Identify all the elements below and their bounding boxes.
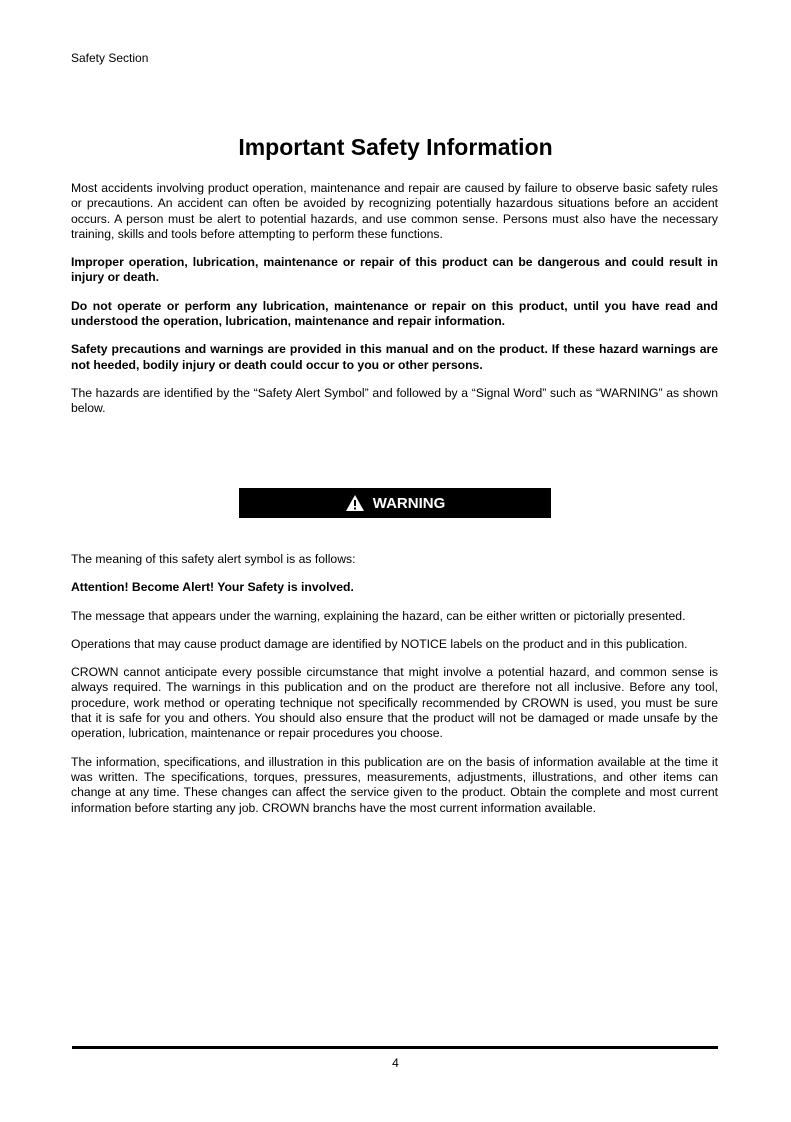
symbol-meaning-paragraph: The meaning of this safety alert symbol is as follows: [71, 552, 356, 566]
footer-divider [72, 1046, 718, 1049]
page-title: Important Safety Information [238, 134, 553, 160]
body-section [71, 552, 718, 829]
intro-paragraph: Most accidents involving product operation, maintenance and repair are caused by failure to observe basic safety rules or precautions. An accident can often be avoided by recognizing potentially hazardous situations before an accident occurs. A person must be alert to potential hazards, and use common sense. Persons must also have the necessary training, skills and tools before attempting to perform these functions. [71, 181, 718, 241]
crown-disclaimer-paragraph: CROWN cannot anticipate every possible circumstance that might involve a potential hazard, and common sense is always required. The warnings in this publication and on the product are therefore not all inclusive. Before any tool, procedure, work method or operating technique not specifically recommended by CROWN is used, you must be sure that it is safe for you and others. You should also ensure that the product will not be damaged or made unsafe by the operation, lubrication, maintenance or repair procedures you choose. [71, 665, 718, 741]
intro-section [71, 181, 718, 430]
hazards-identification-paragraph: The hazards are identified by the “Safety Alert Symbol” and followed by a “Signal Word” such as “WARNING” as shown below. [71, 385, 718, 416]
message-paragraph: The message that appears under the warning, explaining the hazard, can be either written or pictorially presented. [71, 608, 686, 623]
danger-statement: Improper operation, lubrication, maintenance or repair of this product can be dangerous and could result in injury or death. [71, 255, 718, 285]
warning-triangle-icon [345, 494, 365, 512]
read-manual-statement: Do not operate or perform any lubrication, maintenance or repair on this product, until you have read and understood the operation, lubrication, maintenance and repair information. [71, 298, 718, 329]
precautions-statement: Safety precautions and warnings are provided in this manual and on the product. If these hazard warnings are not heeded, bodily injury or death could occur to you or other persons. [71, 342, 718, 372]
notice-paragraph: Operations that may cause product damage are identified by NOTICE labels on the product and in this publication. [71, 636, 688, 651]
page-number: 4 [392, 1056, 399, 1070]
warning-text: WARNING [372, 494, 446, 512]
section-header: Safety Section [71, 51, 149, 65]
warning-label [239, 488, 551, 518]
information-paragraph: The information, specifications, and illustration in this publication are on the basis of information available at the time it was written. The specifications, torques, pressures, measurements, adjustments, illustrations, and other items can change at any time. These changes can affect the service given to the product. Obtain the complete and most current information before starting any job. CROWN branchs have the most current information available. [71, 754, 718, 815]
attention-statement: Attention! Become Alert! Your Safety is involved. [71, 580, 354, 595]
